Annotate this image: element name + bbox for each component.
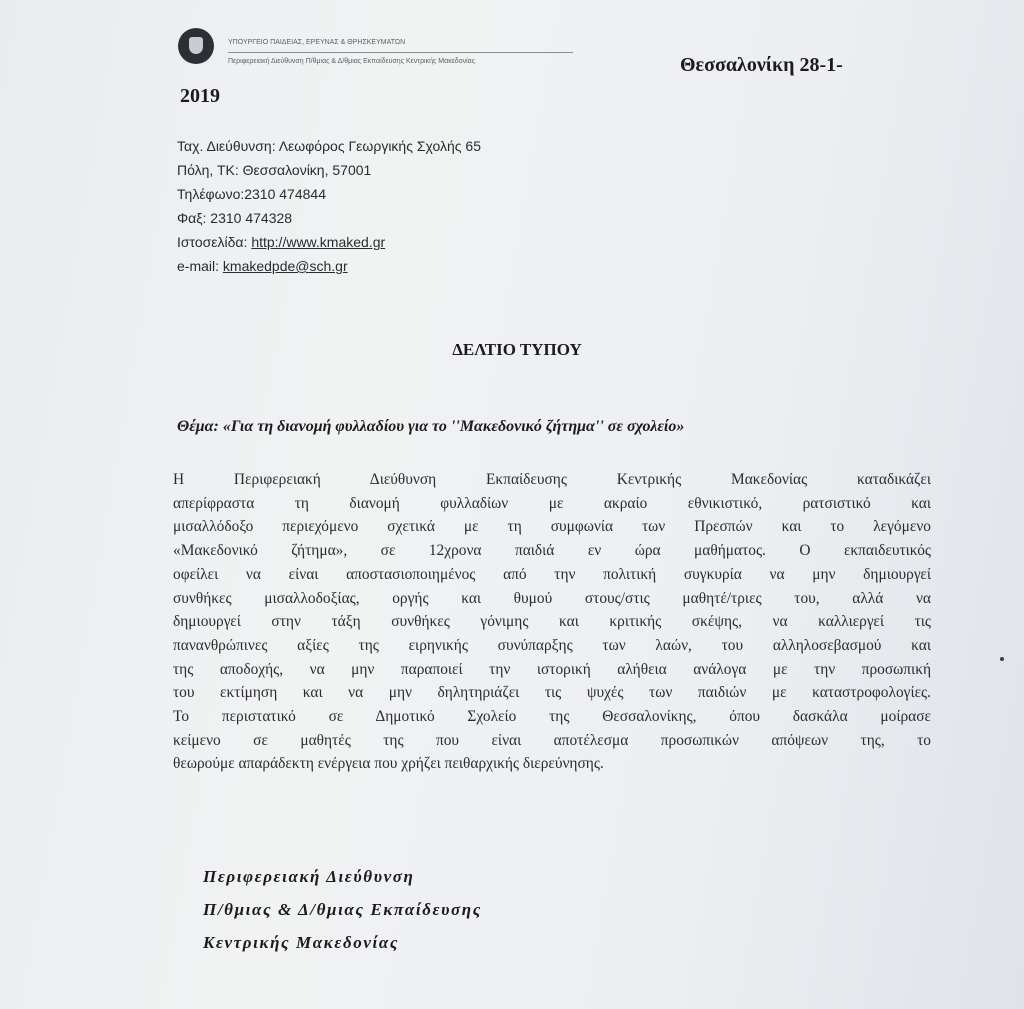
website-label: Ιστοσελίδα: [177, 234, 248, 250]
coat-of-arms-icon [178, 28, 214, 64]
signature-block [203, 860, 482, 959]
body-line: Η Περιφερειακή Διεύθυνση Εκπαίδευσης Κεντρικής Μακεδονίας καταδικάζει [173, 471, 931, 488]
signature-line-3: Κεντρικής Μακεδονίας [203, 933, 400, 952]
document-heading: ΔΕΛΤΙΟ ΤΥΠΟΥ [452, 340, 582, 359]
directorate-line: Περιφερειακή Διεύθυνση Π/θμιας & Δ/θμιας Εκπαίδευσης Κεντρικής Μακεδονίας [228, 58, 476, 65]
email-label: e-mail: [177, 258, 220, 274]
letterhead-divider [228, 52, 573, 53]
address-line: Ταχ. Διεύθυνση: Λεωφόρος Γεωργικής Σχολής 65 [177, 138, 481, 154]
website-link[interactable]: http://www.kmaked.gr [251, 234, 386, 250]
body-line: οφείλει να είναι αποστασιοποιημένος από την πολιτική συγκυρία να μην δημιουργεί [173, 565, 931, 583]
body-line: Το περιστατικό σε Δημοτικό Σχολείο της Θεσσαλονίκης, όπου δασκάλα μοίρασε [173, 708, 931, 726]
signature-line-2: Π/θμιας & Δ/θμιας Εκπαίδευσης [203, 900, 482, 919]
email-line [177, 254, 481, 278]
body-paragraph [173, 468, 931, 776]
phone-line: Τηλέφωνο:2310 474844 [177, 186, 326, 202]
year: 2019 [180, 85, 220, 107]
margin-dot [1000, 657, 1004, 661]
place-date: Θεσσαλονίκη 28-1- [680, 54, 843, 76]
body-line: του εκτίμηση και να μην δηλητηριάζει τις ψυχές των παιδιών με καταστροφολογίες. [173, 684, 931, 702]
body-line: μισαλλόδοξο περιεχόμενο σχετικά με τη συμφωνία των Πρεσπών και το λεγόμενο [173, 518, 931, 536]
body-line: κείμενο σε μαθητές της που είναι αποτέλεσμα προσωπικών απόψεων της, το [173, 731, 931, 749]
signature-line-1: Περιφερειακή Διεύθυνση [203, 867, 415, 886]
body-line: πανανθρώπινες αξίες της ειρηνικής συνύπαρξης των λαών, του αλληλοσεβασμού και [173, 636, 931, 654]
city-line: Πόλη, ΤΚ: Θεσσαλονίκη, 57001 [177, 162, 372, 178]
body-line: απερίφραστα τη διανομή φυλλαδίων με ακραίο εθνικιστικό, ρατσιστικό και [173, 494, 931, 512]
body-line: συνθήκες μισαλλοδοξίας, οργής και θυμού στους/στις μαθητέ/τριες του, αλλά να [173, 589, 931, 607]
contact-block [177, 134, 481, 278]
website-line [177, 230, 481, 254]
body-line: θεωρούμε απαράδεκτη ενέργεια που χρήζει πειθαρχικής διερεύνησης. [173, 755, 604, 773]
fax-line: Φαξ: 2310 474328 [177, 210, 293, 226]
letterhead [228, 36, 573, 69]
ministry-line: ΥΠΟΥΡΓΕΙΟ ΠΑΙΔΕΙΑΣ, ΕΡΕΥΝΑΣ & ΘΡΗΣΚΕΥΜΑΤΩΝ [228, 39, 406, 46]
body-line: δημιουργεί στην τάξη συνθήκες γόνιμης και κριτικής σκέψης, να καλλιεργεί τις [173, 613, 931, 631]
subject-line: Θέμα: «Για τη διανομή φυλλαδίου για το ''Μακεδονικό ζήτημα'' σε σχολείο» [177, 418, 685, 435]
email-link[interactable]: kmakedpde@sch.gr [222, 258, 348, 274]
body-line: «Μακεδονικό ζήτημα», σε 12χρονα παιδιά εν ώρα μαθήματος. Ο εκπαιδευτικός [173, 542, 931, 560]
body-line: της αποδοχής, να μην παραποιεί την ιστορική αλήθεια ανάλογα με την προσωπική [173, 660, 931, 678]
